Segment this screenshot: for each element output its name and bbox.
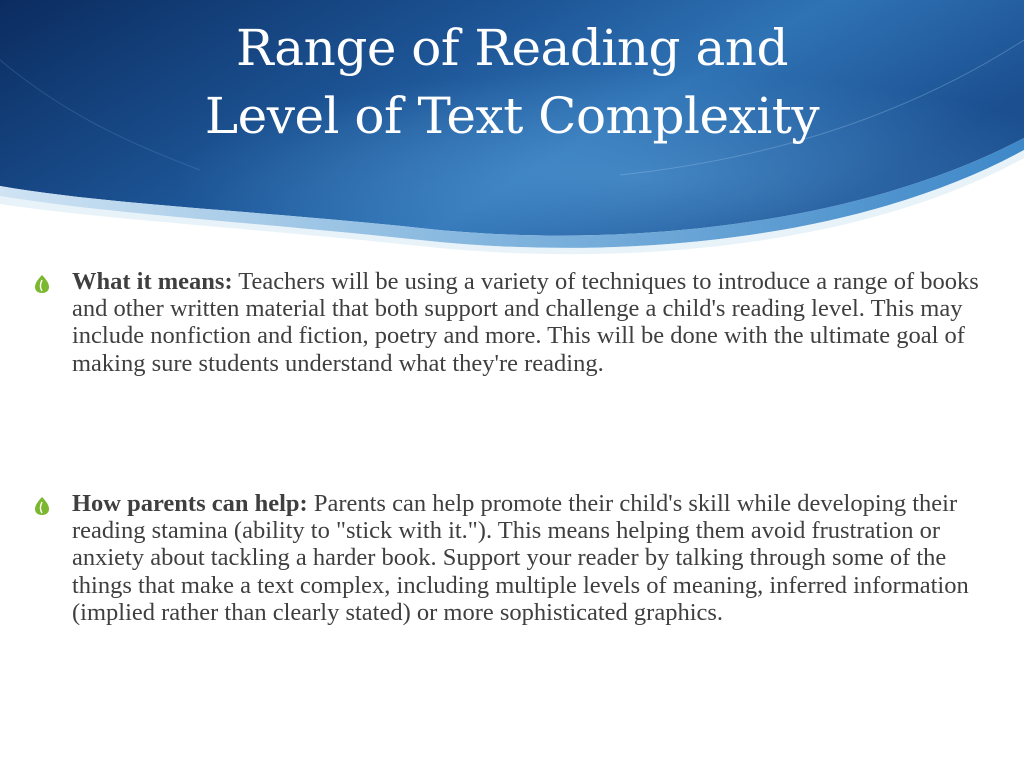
leaf-icon [34,274,50,294]
leaf-icon [34,496,50,516]
title-line-2: Level of Text Complexity [204,87,820,145]
bullet-body: Parents can help promote their child's skill while developing their reading stamina (ability to "stick with it."). This means helping them avoid frustration or anxiety about tackling a harder book. Support your reader by talking through some of the things that make a text complex, including multiple levels of meaning, inferred information (implied rather than clearly stated) or more sophisticated graphics. [72,490,969,626]
bullet-body: Teachers will be using a variety of techniques to introduce a range of books and other written material that both support and challenge a child's reading level. This may include nonfiction and fiction, poetry and more. This will be done with the ultimate goal of making sure students understand what they're reading. [72,268,979,377]
title-line-1: Range of Reading and [236,19,788,77]
bullet-text [72,490,988,626]
bullet-text [72,268,988,377]
bullet-lead: What it means: [72,268,233,295]
page-title [0,14,1024,150]
bullet-lead: How parents can help: [72,490,308,517]
